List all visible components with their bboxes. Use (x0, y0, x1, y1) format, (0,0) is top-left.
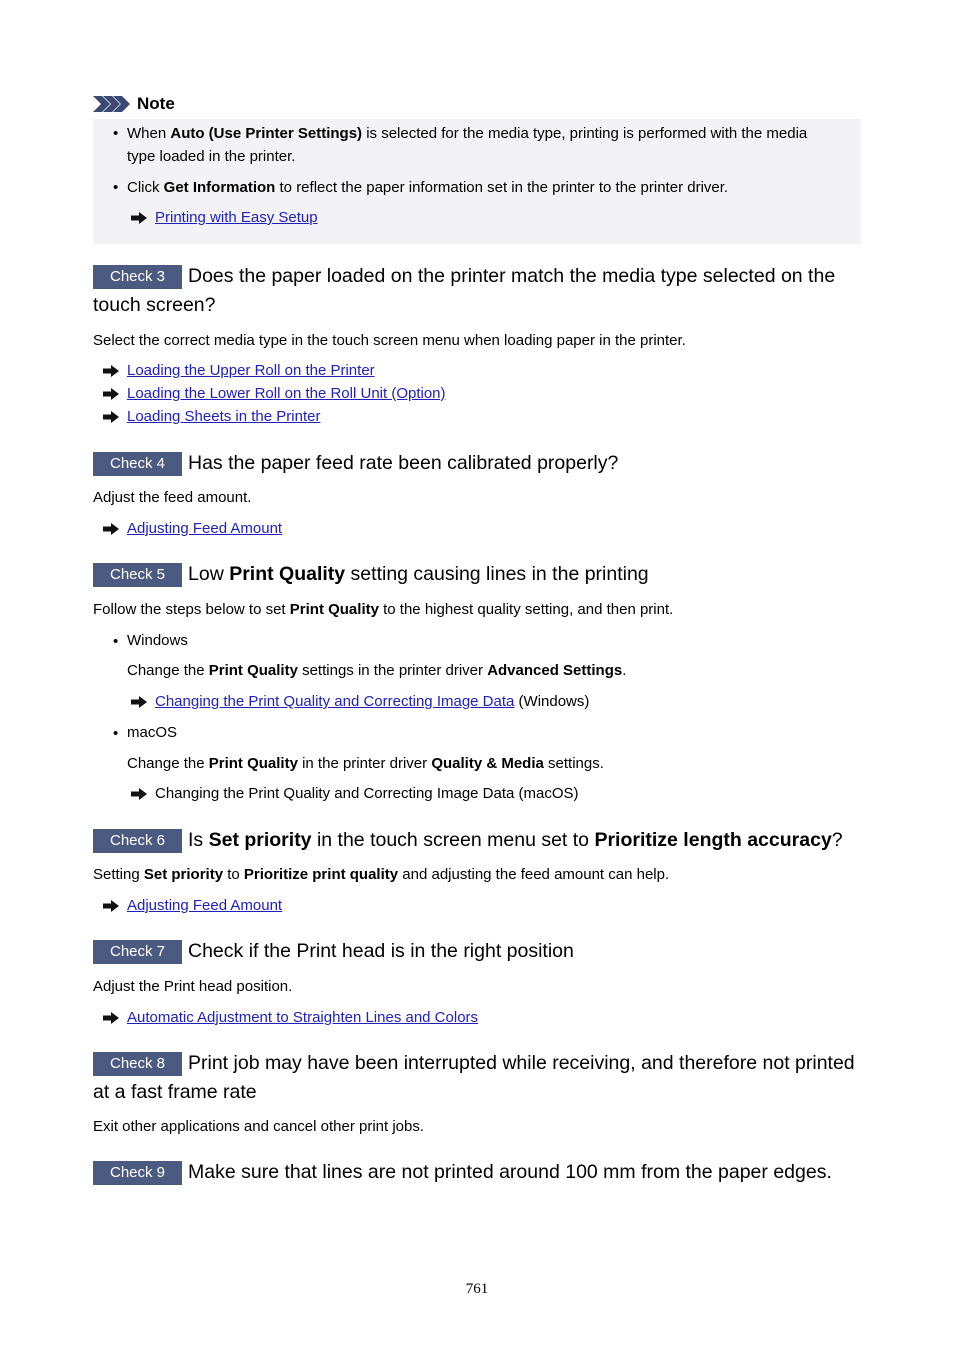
arrow-right-icon (131, 788, 147, 800)
note-title: Note (137, 94, 175, 113)
windows-instructions: Change the Print Quality settings in the printer driver Advanced Settings. (127, 662, 627, 679)
link-loading-lower-roll[interactable]: Loading the Lower Roll on the Roll Unit (Option) (127, 385, 446, 402)
link-adjusting-feed-amount[interactable]: Adjusting Feed Amount (127, 520, 283, 537)
bullet-icon: • (113, 179, 119, 196)
check-3-badge: Check 3 (93, 265, 182, 289)
arrow-right-icon (131, 696, 147, 708)
note-header (93, 94, 175, 114)
check-9-heading: Make sure that lines are not printed around 100 mm from the paper edges. (188, 1161, 832, 1183)
check-7-badge: Check 7 (93, 940, 182, 964)
check-5-body: Follow the steps below to set Print Quality to the highest quality setting, and then print. (93, 601, 674, 618)
bullet-icon: • (113, 125, 119, 142)
arrow-right-icon (103, 388, 119, 400)
macos-instructions: Change the Print Quality in the printer driver Quality & Media settings. (127, 755, 604, 772)
check-4-badge: Check 4 (93, 452, 182, 476)
arrow-right-icon (103, 1012, 119, 1024)
bullet-icon: • (113, 725, 119, 742)
check-7-heading: Check if the Print head is in the right position (188, 940, 574, 962)
check-5-heading: Low Print Quality setting causing lines in the printing (188, 563, 649, 585)
link-loading-upper-roll[interactable]: Loading the Upper Roll on the Printer (127, 362, 375, 379)
check-8-badge: Check 8 (93, 1052, 182, 1076)
check-5-badge: Check 5 (93, 563, 182, 587)
note-item-1: When Auto (Use Printer Settings) is selected for the media type, printing is performed with the media (127, 125, 808, 142)
arrow-right-icon (103, 900, 119, 912)
check-8-body: Exit other applications and cancel other print jobs. (93, 1118, 425, 1135)
check-8-heading-line2: at a fast frame rate (93, 1081, 257, 1103)
macos-reference: Changing the Print Quality and Correcting Image Data (macOS) (155, 785, 579, 802)
check-3-body: Select the correct media type in the touch screen menu when loading paper in the printer. (93, 332, 686, 349)
bullet-icon: • (113, 633, 119, 650)
windows-link-row (155, 692, 589, 712)
arrow-right-icon (103, 365, 119, 377)
check-9-badge: Check 9 (93, 1161, 182, 1185)
check-4-body: Adjust the feed amount. (93, 489, 252, 506)
windows-label: Windows (127, 632, 188, 649)
note-chevrons-icon (93, 96, 131, 112)
arrow-right-icon (103, 523, 119, 535)
arrow-right-icon (131, 212, 147, 224)
link-adjusting-feed-amount-2[interactable]: Adjusting Feed Amount (127, 897, 283, 914)
link-changing-print-quality-windows[interactable]: Changing the Print Quality and Correcting Image Data (155, 693, 515, 710)
check-6-badge: Check 6 (93, 829, 182, 853)
link-printing-easy-setup[interactable]: Printing with Easy Setup (155, 209, 318, 226)
check-6-body: Setting Set priority to Prioritize print quality and adjusting the feed amount can help. (93, 866, 670, 883)
check-8-heading: Print job may have been interrupted while receiving, and therefore not printed (188, 1052, 855, 1074)
page-number: 761 (465, 1281, 489, 1297)
link-automatic-adjustment[interactable]: Automatic Adjustment to Straighten Lines and Colors (127, 1009, 479, 1026)
check-3-heading: Does the paper loaded on the printer match the media type selected on the (188, 265, 836, 287)
link-loading-sheets[interactable]: Loading Sheets in the Printer (127, 408, 321, 425)
check-6-heading: Is Set priority in the touch screen menu set to Prioritize length accuracy? (188, 829, 843, 851)
note-item-1-line2: type loaded in the printer. (127, 148, 296, 165)
windows-link-suffix: (Windows) (514, 693, 590, 710)
check-3-heading-line2: touch screen? (93, 294, 216, 316)
macos-label: macOS (127, 724, 178, 741)
note-item-2: Click Get Information to reflect the paper information set in the printer to the printer driver. (127, 179, 729, 196)
check-4-heading: Has the paper feed rate been calibrated properly? (188, 452, 619, 474)
arrow-right-icon (103, 411, 119, 423)
check-7-body: Adjust the Print head position. (93, 978, 293, 995)
